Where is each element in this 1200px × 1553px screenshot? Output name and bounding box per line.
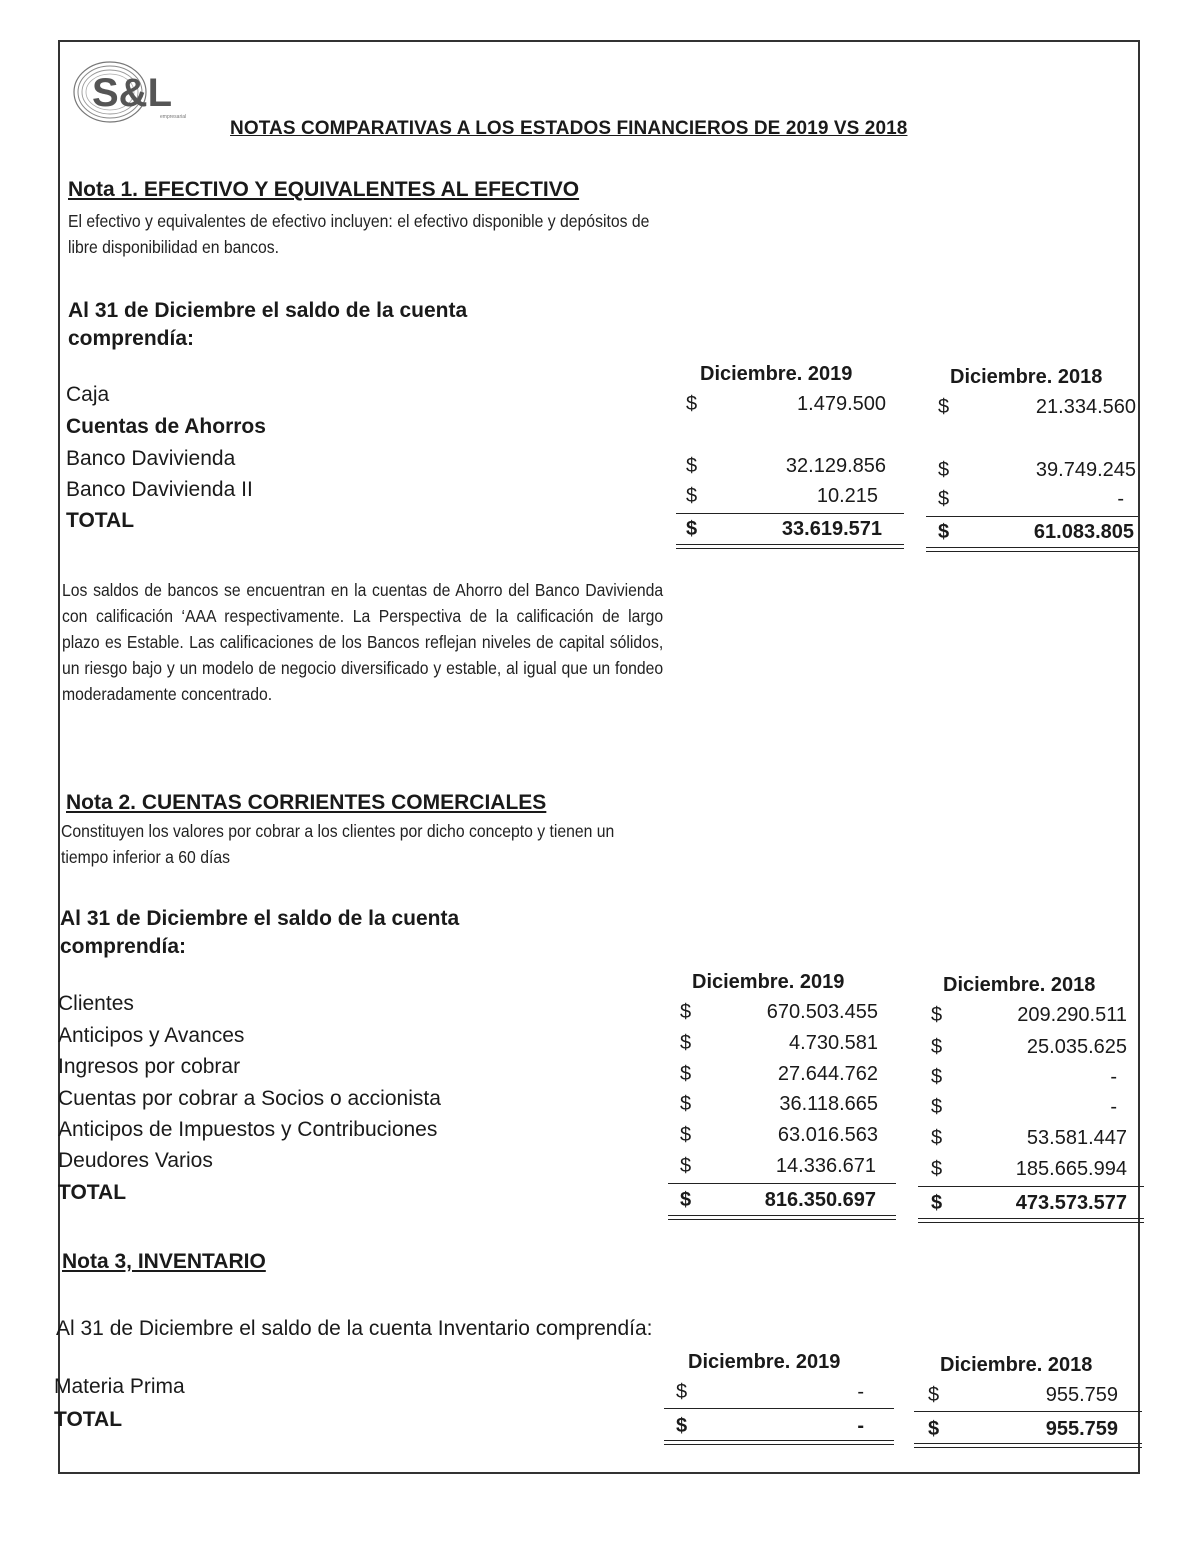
- note3-col-2018: Diciembre. 2018: [940, 1354, 1093, 1376]
- currency-symbol: $: [680, 1189, 692, 1211]
- total-double-rule: [668, 1215, 896, 1220]
- currency-symbol: $: [680, 1032, 692, 1054]
- note3-title: Nota 3, INVENTARIO: [62, 1250, 266, 1273]
- note2-description: Constituyen los valores por cobrar a los clientes por dicho concepto y tienen un tiempo inferior a 60 días: [61, 821, 615, 867]
- note2-row-2018: [931, 1096, 1117, 1124]
- note2-total-2019: [680, 1189, 876, 1217]
- total-double-rule: [926, 547, 1138, 552]
- currency-symbol: $: [931, 1004, 943, 1026]
- note2-row-label: Anticipos y Avances: [58, 1024, 245, 1047]
- total-2018: 61.083.805: [1033, 521, 1134, 543]
- currency-symbol: $: [928, 1418, 940, 1440]
- currency-symbol: $: [938, 521, 950, 543]
- currency-symbol: $: [676, 1381, 688, 1403]
- subtotal-rule: [914, 1411, 1142, 1412]
- currency-symbol: $: [676, 1415, 688, 1437]
- amount-2019: 14.336.671: [775, 1155, 876, 1177]
- note1-row-label: Caja: [66, 383, 110, 406]
- note1-total-2019: [686, 518, 882, 546]
- amount-2019: 670.503.455: [766, 1001, 878, 1023]
- note1-row-2018: [938, 488, 1124, 516]
- note2-row-2019: [680, 1093, 878, 1121]
- logo-swirl-icon: [70, 58, 202, 128]
- note2-col-2019: Diciembre. 2019: [692, 971, 845, 993]
- total-double-rule: [918, 1218, 1144, 1223]
- total-double-rule: [914, 1443, 1142, 1448]
- subtotal-rule: [676, 513, 904, 514]
- amount-2018: -: [1110, 1066, 1117, 1088]
- note2-row-2019: [680, 1063, 878, 1091]
- amount-2019: 32.129.856: [785, 455, 886, 477]
- total-double-rule: [664, 1440, 894, 1445]
- note2-row-2019: [680, 1124, 878, 1152]
- currency-symbol: $: [680, 1124, 692, 1146]
- subtotal-rule: [668, 1183, 896, 1184]
- note3-row-2019: [676, 1381, 864, 1409]
- amount-2019: 36.118.665: [779, 1093, 878, 1115]
- note3-total-2018: [928, 1418, 1118, 1446]
- amount-2018: 25.035.625: [1026, 1036, 1127, 1058]
- note2-balance-heading: Al 31 de Diciembre el saldo de la cuenta comprendía:: [60, 907, 460, 958]
- currency-symbol: $: [938, 488, 950, 510]
- logo-tagline: empresarial: [160, 114, 187, 120]
- subtotal-rule: [918, 1186, 1144, 1187]
- company-logo: [70, 58, 202, 128]
- document-title: NOTAS COMPARATIVAS A LOS ESTADOS FINANCIEROS DE 2019 VS 2018: [230, 118, 908, 139]
- total-2019: 33.619.571: [781, 518, 882, 540]
- currency-symbol: $: [680, 1155, 692, 1177]
- currency-symbol: $: [931, 1192, 943, 1214]
- note1-row-2019: [686, 455, 886, 483]
- note2-total-label: TOTAL: [58, 1181, 127, 1204]
- note1-col-2018: Diciembre. 2018: [950, 366, 1103, 388]
- currency-symbol: $: [931, 1158, 943, 1180]
- note1-total-label: TOTAL: [66, 509, 135, 532]
- note2-row-2019: [680, 1155, 876, 1183]
- amount-2018: 53.581.447: [1026, 1127, 1127, 1149]
- currency-symbol: $: [686, 393, 698, 415]
- amount-2018: 39.749.245: [1035, 459, 1136, 481]
- amount-2019: 1.479.500: [797, 393, 886, 415]
- amount-2019: 27.644.762: [777, 1063, 878, 1085]
- note2-row-label: Clientes: [58, 992, 134, 1015]
- note1-total-2018: [938, 521, 1134, 549]
- currency-symbol: $: [931, 1066, 943, 1088]
- note2-row-label: Cuentas por cobrar a Socios o accionista: [58, 1087, 441, 1110]
- amount-2019: -: [857, 1381, 864, 1403]
- note2-row-2018: [931, 1066, 1117, 1094]
- note1-subheading: Cuentas de Ahorros: [66, 415, 266, 438]
- amount-2019: 63.016.563: [777, 1124, 878, 1146]
- note1-balance-heading: Al 31 de Diciembre el saldo de la cuenta comprendía:: [68, 299, 468, 350]
- subtotal-rule: [926, 516, 1138, 517]
- note1-row-2019: [686, 393, 886, 421]
- logo-text: S&L: [92, 71, 172, 115]
- note3-row-label: Materia Prima: [54, 1375, 185, 1398]
- note2-row-2019: [680, 1001, 878, 1029]
- currency-symbol: $: [686, 518, 698, 540]
- amount-2018: 209.290.511: [1017, 1004, 1127, 1026]
- currency-symbol: $: [686, 485, 698, 507]
- currency-symbol: $: [680, 1063, 692, 1085]
- note2-total-2018: [931, 1192, 1127, 1220]
- currency-symbol: $: [680, 1093, 692, 1115]
- total-2019: 816.350.697: [764, 1189, 876, 1211]
- amount-2019: 4.730.581: [789, 1032, 878, 1054]
- note2-row-2019: [680, 1032, 878, 1060]
- total-2019: -: [857, 1415, 864, 1437]
- note2-row-2018: [931, 1036, 1127, 1064]
- total-double-rule: [676, 544, 904, 549]
- currency-symbol: $: [686, 455, 698, 477]
- total-2018: 473.573.577: [1015, 1192, 1127, 1214]
- note3-total-2019: [676, 1415, 864, 1443]
- note2-col-2018: Diciembre. 2018: [943, 974, 1096, 996]
- total-2018: 955.759: [1045, 1418, 1118, 1440]
- note1-row-2019: [686, 485, 878, 513]
- note1-col-2019: Diciembre. 2019: [700, 363, 853, 385]
- note1-row-label: Banco Davivienda: [66, 447, 236, 470]
- currency-symbol: $: [931, 1096, 943, 1118]
- note3-row-2018: [928, 1384, 1118, 1412]
- amount-2018: -: [1110, 1096, 1117, 1118]
- note1-title: Nota 1. EFECTIVO Y EQUIVALENTES AL EFECTIVO: [68, 178, 580, 201]
- note3-col-2019: Diciembre. 2019: [688, 1351, 841, 1373]
- amount-2018: 955.759: [1045, 1384, 1118, 1406]
- currency-symbol: $: [931, 1036, 943, 1058]
- note2-row-2018: [931, 1004, 1127, 1032]
- note1-comment: Los saldos de bancos se encuentran en la cuentas de Ahorro del Banco Davivienda con calificación ‘AAA respectivamente. La Perspectiva de la calificación de largo plazo es Estable. Las calificaciones de los Bancos reflejan niveles de capital sólidos, un riesgo bajo y un modelo de negocio diversificado y estable, al igual que un fondeo moderadamente concentrado.: [62, 580, 664, 704]
- currency-symbol: $: [928, 1384, 940, 1406]
- note1-row-label: Banco Davivienda II: [66, 478, 253, 501]
- note2-title: Nota 2. CUENTAS CORRIENTES COMERCIALES: [66, 791, 547, 814]
- note3-balance-heading: Al 31 de Diciembre el saldo de la cuenta Inventario comprendía:: [56, 1317, 653, 1340]
- note2-row-2018: [931, 1158, 1127, 1186]
- note2-row-label: Ingresos por cobrar: [58, 1055, 241, 1078]
- note1-description: El efectivo y equivalentes de efectivo incluyen: el efectivo disponible y depósitos de libre disponibilidad en bancos.: [68, 211, 650, 257]
- amount-2018: -: [1117, 488, 1124, 510]
- note1-row-2018: [938, 396, 1136, 424]
- subtotal-rule: [664, 1408, 894, 1409]
- currency-symbol: $: [931, 1127, 943, 1149]
- amount-2019: 10.215: [816, 485, 878, 507]
- note2-row-label: Deudores Varios: [58, 1149, 213, 1172]
- note1-row-2018: [938, 459, 1136, 487]
- note3-total-label: TOTAL: [54, 1408, 123, 1431]
- currency-symbol: $: [938, 459, 950, 481]
- note2-row-2018: [931, 1127, 1127, 1155]
- note2-row-label: Anticipos de Impuestos y Contribuciones: [58, 1118, 438, 1141]
- amount-2018: 21.334.560: [1035, 396, 1136, 418]
- currency-symbol: $: [680, 1001, 692, 1023]
- currency-symbol: $: [938, 396, 950, 418]
- amount-2018: 185.665.994: [1015, 1158, 1127, 1180]
